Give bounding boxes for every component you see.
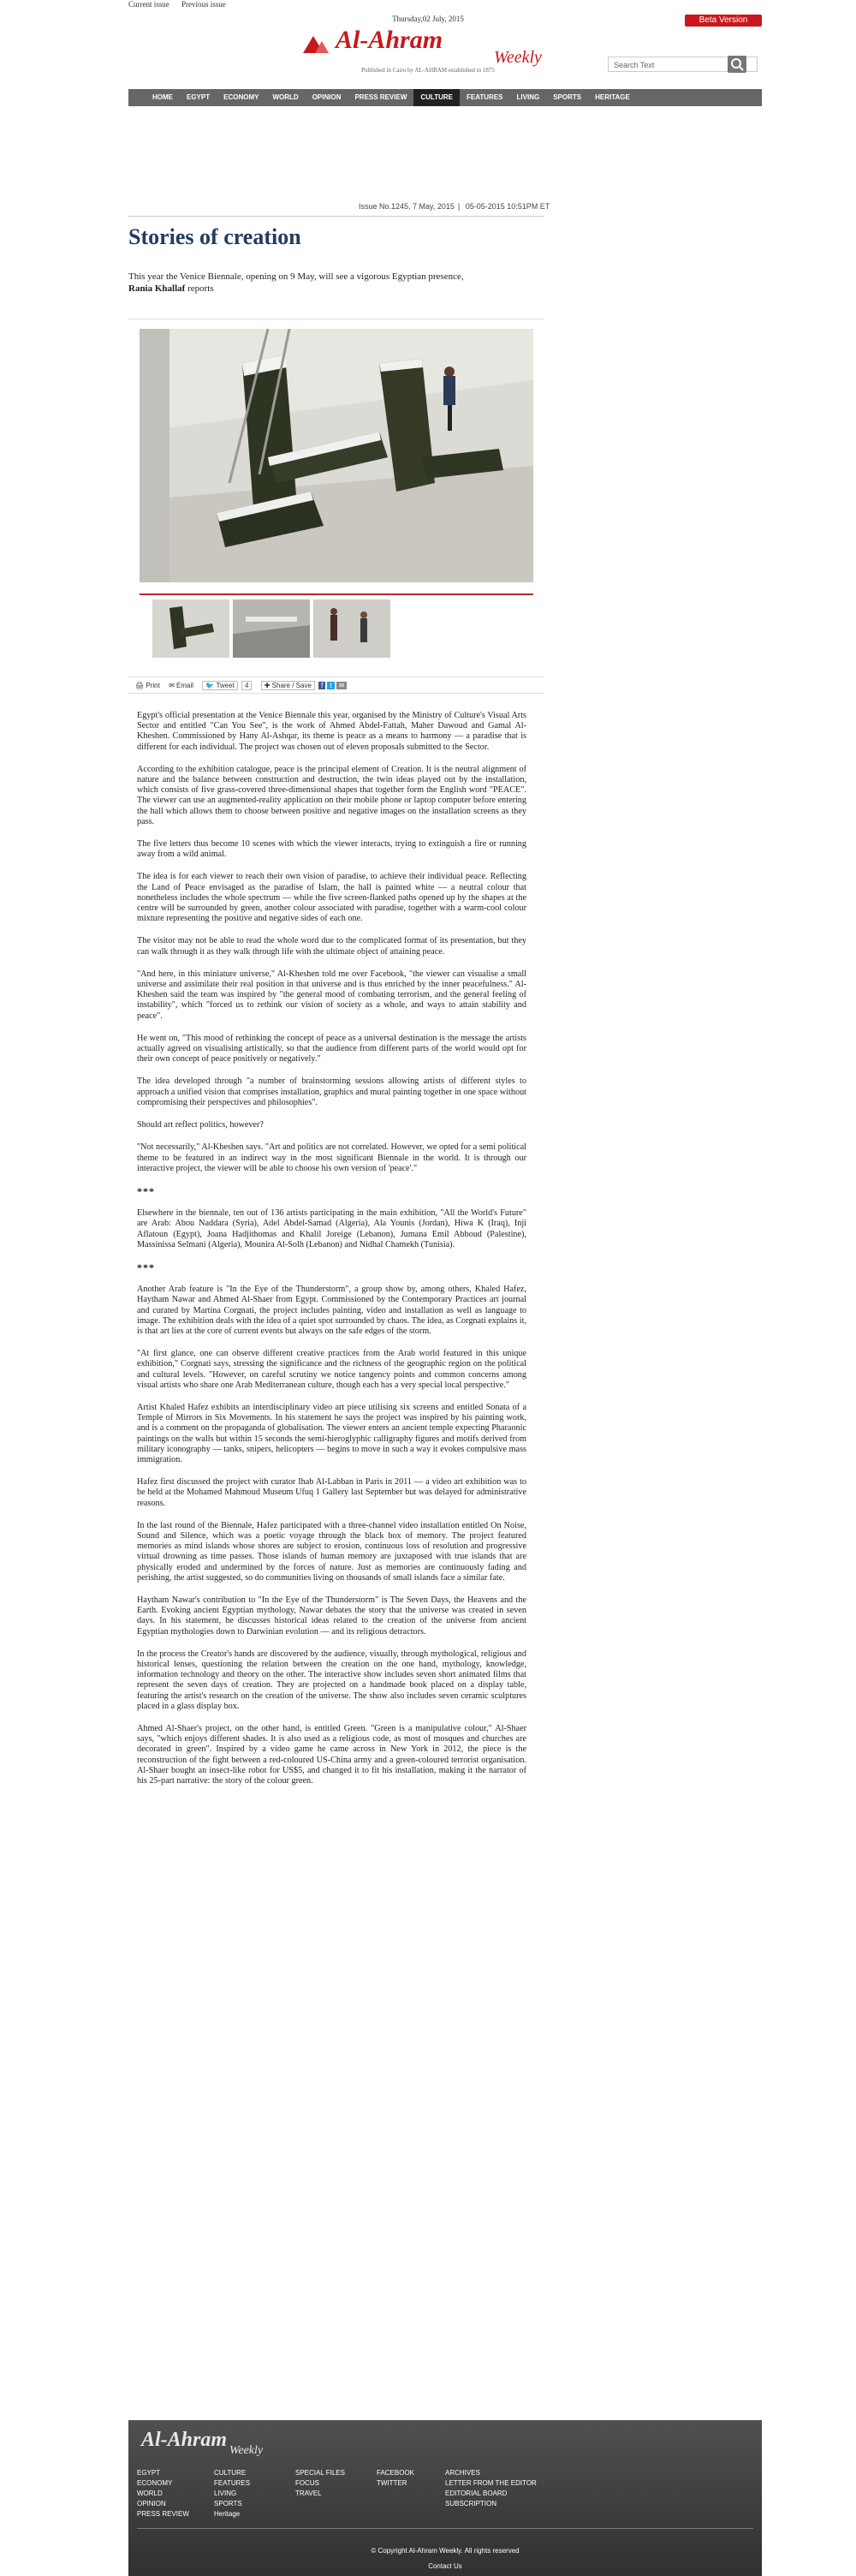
footer-link[interactable]: LETTER FROM THE EDITOR [445,2479,537,2487]
footer-link[interactable]: FOCUS [295,2479,319,2487]
article-paragraph: The idea developed through "a number of brainstorming sessions allowing artists of different styles to approach a unified vision that comprises installation, graphics and mural painting together in one space without compromising their perspectives and philosophies". [137,1076,526,1107]
article-paragraph: "Not necessarily," Al-Kheshen says. "Art and politics are not correlated. However, we opted for a semi political theme to be featured in an indirect way in the most significant Biennale in the world. It is through our interactive project, the viewer will be able to choose his own version of 'peace'." [137,1142,526,1173]
share-bar [128,677,544,694]
footer-link[interactable]: EGYPT [137,2469,161,2477]
top-links [128,0,762,9]
issue-number: Issue No.1245, 7 May, 2015 [359,202,455,211]
share-save-button[interactable]: ✚ Share / Save [261,681,315,690]
gallery-thumb[interactable] [152,599,229,658]
article-paragraph: According to the exhibition catalogue, peace is the principal element of Creation. It is the neutral alignment of nature and the balance between construction and destruction, the twin ideas played out by the installation, which consists of five grass-covered three-dimensional shapes that together form the English word "PEACE". The viewer can use an augmented-reality application on their mobile phone or laptop computer before entering the hall which allows them to choose between positive and negative images on the installation screens as they pass. [137,764,526,826]
installation-photo [140,329,533,582]
logo-subtitle: Published in Cairo by AL-AHRAM established in 1875 [361,67,495,74]
email-label: Email [176,682,194,689]
footer-link[interactable]: LIVING [214,2490,237,2497]
email-share-icon[interactable]: ✉ [336,682,348,689]
footer-link[interactable]: PRESS REVIEW [137,2510,189,2518]
share-save-label: Share / Save [271,682,312,689]
article-paragraph: Should art reflect politics, however? [137,1120,264,1130]
email-button[interactable]: ✉ Email [169,682,194,689]
footer-link[interactable]: ECONOMY [137,2479,173,2487]
nav-living[interactable]: LIVING [516,93,540,101]
footer-link[interactable]: TRAVEL [295,2490,322,2497]
site-footer [128,2420,762,2576]
article-paragraph: "At first glance, one can observe different creative practices from the Arab world featured in this unique exhibition," Corgnati says, stressing the significance and the richness of the geographic region on the political and cultural levels. "However, on careful scrutiny we notice tangency points and common concerns among visual artists who share one Arab Mediterranean culture, though each has a very special local perspective." [137,1349,526,1390]
site-logo[interactable] [301,26,555,74]
nav-heritage[interactable]: HERITAGE [595,93,630,101]
article-intro [128,271,531,295]
nav-economy[interactable]: ECONOMY [223,93,259,101]
footer-logo-weekly: Weekly [229,2444,264,2457]
current-issue-link[interactable]: Current issue [128,0,169,9]
footer-link[interactable]: SUBSCRIPTION [445,2500,497,2507]
footer-col-4 [377,2468,414,2489]
footer-link[interactable]: SPORTS [214,2500,242,2507]
section-separator: *** [137,1184,155,1197]
footer-link[interactable]: FACEBOOK [377,2469,415,2477]
footer-link[interactable]: TWITTER [377,2479,407,2487]
footer-link[interactable]: OPINION [137,2500,166,2507]
facebook-share-icon[interactable]: f [318,682,325,689]
nav-press-review[interactable]: PRESS REVIEW [354,93,407,101]
article-paragraph: He went on, "This mood of rethinking the concept of peace as a universal destination is the message the artists actually agreed on visualising artistically, so that the audience from different parts of the world would opt for their own concept of peace positively or negatively." [137,1033,526,1064]
section-separator: *** [137,1261,155,1273]
article-paragraph: Egypt's official presentation at the Venice Biennale this year, organised by the Ministry of Culture's Visual Arts Sector and entitled "Can You See", is the work of Ahmed Abdel-Fattah, Maher Dawoud and Gamal Al-Kheshen. Commissioned by Hany Al-Ashqar, its theme is peace as a means to harmony — a paradise that is different for each individual. The project was chosen out of eleven proposals submitted to the Sector. [137,711,526,752]
article-lead: This year the Venice Biennale, opening on 9 May, will see a vigorous Egyptian presence, [128,271,464,282]
tweet-count: 4 [241,681,252,690]
footer-link[interactable]: SPECIAL FILES [295,2469,345,2477]
nav-world[interactable]: WORLD [272,93,299,101]
tweet-button[interactable]: 🐦 Tweet [202,681,238,690]
print-button[interactable]: 🖨 Print [135,682,160,689]
article-paragraph: "And here, in this miniature universe," Al-Kheshen told me over Facebook, "the viewer can visualise a small universe and assimilate their real position in that universe and is thus enriched by the inner peacefulness." Al-Kheshen said the team was inspired by "the general mood of combating terrorism, and the general feeling of instability", which "forced us to rethink our vision of society as a whole, and ways to attain stability and peace". [137,969,526,1021]
footer-col-5 [445,2468,537,2509]
date-line: Thursday,02 July, 2015 [392,15,464,23]
footer-logo[interactable]: Al-Ahram [141,2429,228,2451]
footer-copyright: © Copyright Al-Ahram Weekly. All rights reserved [371,2547,520,2555]
article-paragraph: Haytham Nawar's contribution to "In the Eye of the Thunderstorm" is The Seven Days, the Heavens and the Earth. Evoking ancient Egyptian mythology, Nawar debates the story that the universe was created in seven days. In his statement, he discusses historical ideas related to the creation of the universe from ancient Egyptian mythologies down to Darwinian evolution — and its religious detractors. [137,1595,526,1637]
article-paragraph: Ahmed Al-Shaer's project, on the other hand, is entitled Green. "Green is a manipulative colour," Al-Shaer says, "which enjoys different shades. It is also used as a religious code, as most of mosques and churches are decorated in green". Inspired by a video game he came across in New York in 2012, the piece is the reconstruction of the fight between a red-coloured US-China army and a green-coloured terrorist organisation. Al-Shaer bought an insect-like robot for US$5, and changed it to fit his installation, making it the narrator of his 25-part narrative: the story of the colour green. [137,1724,526,1786]
footer-link[interactable]: FEATURES [214,2479,251,2487]
article-body [137,711,526,1798]
logo-weekly: Weekly [494,48,542,67]
twitter-share-icon[interactable]: t [327,682,334,689]
article-paragraph: The visitor may not be able to read the whole word due to the complicated format of its presentation, but they can walk through it as they walk through life with the ultimate object of attaining peace. [137,936,526,957]
issue-info: Issue No.1245, 7 May, 2015 | 05-05-2015 10:51PM ET [359,202,550,211]
search-input[interactable]: Search Text [608,57,758,72]
footer-col-3 [295,2468,345,2499]
article-paragraph: The idea is for each viewer to reach their own vision of paradise, to achieve their individual peace. Reflecting the Land of Peace envisaged as the paradise of Islam, the hall is painted white — a neutral colour that nonetheless includes the whole spectrum — while the five screen-flanked paths opened up by the shapes at the centre will be surrounded by green, another colour associated with paradise, together with a warm-cool colour mixture representing the positive and negative sides of each one. [137,872,526,924]
divider [128,216,544,217]
gallery-thumb[interactable] [233,599,310,658]
article-author-suffix: reports [185,283,214,294]
previous-issue-link[interactable]: Previous issue [181,0,226,9]
footer-link[interactable]: CULTURE [214,2469,247,2477]
article-paragraph: Artist Khaled Hafez exhibits an interdisciplinary video art piece utilising six screens and entitled Sonata of a Temple of Mirrors in Six Movements. In his statement he says the project was inspired by his painting work, and is a comment on the propaganda of globalisation. The viewer enters an ancient temple expecting Pharaonic paintings on the walls but within 15 seconds the semi-hieroglyphic calligraphy figures and motifs derived from military iconography — tanks, snipers, helicopters — begins to move in such a way it evokes compulsive mass immigration. [137,1402,526,1464]
pyramid-logo-icon [301,33,330,55]
nav-opinion[interactable]: OPINION [312,93,342,101]
beta-badge[interactable]: Beta Version [685,15,762,27]
article-author[interactable]: Rania Khallaf [128,283,186,294]
footer-col-1 [137,2468,189,2519]
search-button[interactable] [728,56,746,73]
nav-egypt[interactable]: EGYPT [187,93,211,101]
footer-link[interactable]: EDITORIAL BOARD [445,2490,508,2497]
nav-home[interactable]: HOME [152,93,173,101]
tweet-label: Tweet [216,682,235,689]
article-photo [140,329,533,582]
article-title: Stories of creation [128,224,301,249]
footer-divider [137,2528,753,2529]
issue-updated: 05-05-2015 10:51PM ET [465,202,550,211]
article-paragraph: Hafez first discussed the project with curator Ihab Al-Labban in Paris in 2011 — a video art exhibition was to be held at the Mohamed Mahmoud Museum Ufuq 1 Gallery last September but was delayed for administrative reasons. [137,1477,526,1508]
footer-link[interactable]: Heritage [214,2510,241,2518]
article-paragraph: Elsewhere in the biennale, ten out of 136 artists participating in the main exhibition, "All the World's Future" are Arab: Abou Naddara (Syria), Adel Abdel-Samad (Algeria), Ala Younis (Jordan), Hiwa K (Iraq), Inji Aflatoun (Egypt), Joana Hadjithomas and Khalil Joreige (Lebanon), Jumana Emil Abboud (Palestine), Massinissa Selmani (Algeria), Mounira Al-Solh (Lebanon) and Nidhal Chamekh (Tunisia). [137,1208,526,1249]
photo-divider [140,593,533,595]
main-nav [128,89,762,106]
footer-link[interactable]: ARCHIVES [445,2469,480,2477]
print-label: Print [146,682,160,689]
footer-col-2 [214,2468,250,2519]
gallery-thumb[interactable] [313,599,390,658]
footer-link[interactable]: WORLD [137,2490,163,2497]
article-paragraph: The five letters thus become 10 scenes with which the viewer interacts, trying to extinguish a fire or running away from a wild animal. [137,839,526,860]
nav-culture[interactable]: CULTURE [413,89,460,106]
search-icon [728,56,746,73]
article-paragraph: In the last round of the Biennale, Hafez participated with a three-channel video installation entitled On Noise, Sound and Silence, which was a poetic voyage through the black box of memory. The project featured memories as mind islands whose shores are subject to erosion, continuous loss of resolution and progressive virtual drowning as time passes. Those islands of human memory are juxtaposed with true islands that are physically eroded and undermined by the forces of nature. Just as memories are continuously fading and perishing, the artist suggested, so do communities living on thousands of small islands face a similar fate. [137,1520,526,1583]
article-paragraph: In the process the Creator's hands are discovered by the audience, visually, through mythological, religious and historical lenses, questioning the relation between the creation on the one hand, mythology, knowledge, information technology and theory on the other. The interactive show includes seven short animated films that represent the seven days of creation. They are projected on a handmade book placed on a display table, featuring the artist's research on the creation of the universe. The show also includes seven ceramic sculptures placed in a glass display box. [137,1649,526,1711]
article-paragraph: Another Arab feature is "In the Eye of the Thunderstorm", a group show by, among others, Khaled Hafez, Haytham Nawar and Ahmed Al-Shaer from Egypt. Commissioned by the Contemporary Practices art journal and curated by Martina Corgnati, the project includes painting, video and installation as well as language to image. The exhibition deals with the idea of a quiet spot surrounded by chaos. The idea, as Corgnati explains it, is that art lies at the core of current events but always on the safe edges of the storm. [137,1285,526,1336]
footer-contact-link[interactable]: Contact Us [428,2562,462,2570]
nav-features[interactable]: FEATURES [467,93,503,101]
logo-name: Al-Ahram [336,26,443,54]
nav-sports[interactable]: SPORTS [553,93,582,101]
